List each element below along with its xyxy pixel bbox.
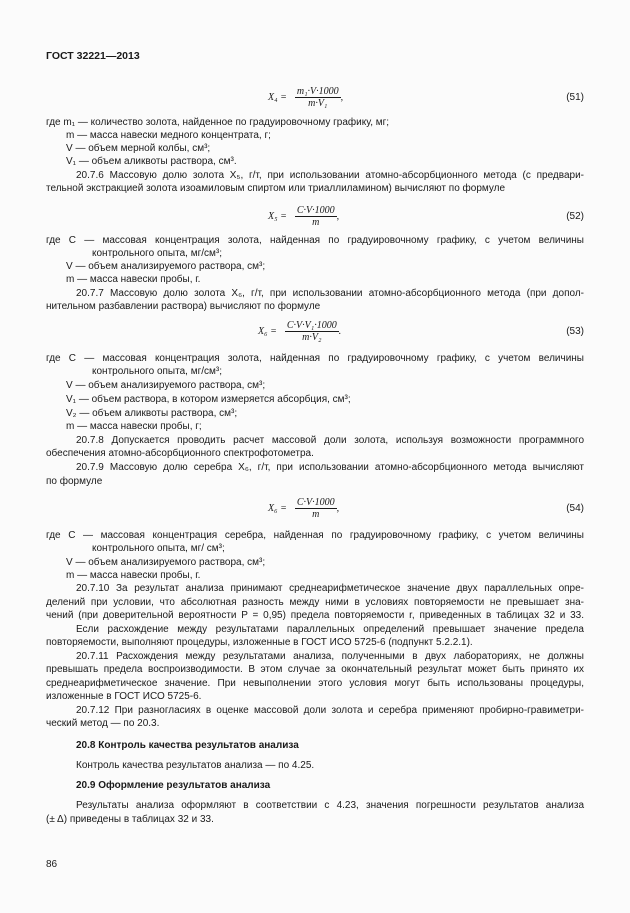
formula-denominator: m·V₂ — [302, 332, 322, 343]
definition-line: V₂ — объем аликвоты раствора, см³; — [66, 408, 238, 419]
page-number: 86 — [46, 859, 58, 870]
section-text: Результаты анализа оформляют в соответствии с 4.23, значения погрешности результатов анализа — [76, 800, 584, 811]
formula-tail: , — [336, 502, 340, 514]
formula-51 — [46, 86, 584, 110]
section-text: (± Δ) приведены в таблицах 32 и 33. — [46, 814, 214, 825]
equation-number: (54) — [566, 503, 584, 514]
definition-line: контрольного опыта, мг/см³; — [92, 248, 222, 259]
definition-line: V — объем анализируемого раствора, см³; — [66, 380, 266, 391]
formula-53 — [46, 320, 584, 344]
formula-numerator: m₁·V·1000 — [296, 86, 339, 97]
equation-number: (51) — [566, 92, 584, 103]
paragraph-line: 20.7.6 Массовую долю золота X₅, г/т, при использовании атомно-абсорбционного метода (с предвари- — [76, 170, 584, 181]
definition-line: m — масса навески пробы, г. — [66, 274, 201, 285]
definition-line: V — объем анализируемого раствора, см³; — [66, 557, 266, 568]
formula-lhs: X₅ = — [268, 210, 287, 222]
definition-line: V₁ — объем аликвоты раствора, см³. — [66, 156, 237, 167]
equation-number: (53) — [566, 326, 584, 337]
formula-lhs: X₄ = — [268, 91, 287, 103]
definition-line: где C — массовая концентрация золота, найденная по градуировочному графику, с учетом величины — [46, 235, 584, 246]
formula-denominator: m — [312, 509, 320, 520]
paragraph-line: чений (при доверительной вероятности P = 0,95) предела повторяемости r, приведенных в таблицах 32 и 33. — [46, 610, 584, 621]
formula-denominator: m — [312, 217, 320, 228]
section-text: Контроль качества результатов анализа — по 4.25. — [76, 760, 315, 771]
definition-line: V₁ — объем раствора, в котором измеряется абсорбция, см³; — [66, 394, 351, 405]
equation-number: (52) — [566, 211, 584, 222]
formula-tail: . — [338, 325, 342, 337]
paragraph-line: 20.7.9 Массовую долю серебра X₆, г/т, при использовании атомно-абсорбционного метода вычисляют — [76, 462, 584, 473]
paragraph-line: превышать предела воспроизводимости. В этом случае за окончательный результат может быть принято их — [46, 664, 584, 675]
paragraph-line: 20.7.11 Расхождения между результатами анализа, полученными в двух лабораториях, не должны — [76, 651, 584, 662]
formula-tail: , — [340, 91, 344, 103]
paragraph-line: изложенные в ГОСТ ИСО 5725-6. — [46, 691, 202, 702]
definition-line: где C — массовая концентрация золота, найденная по градуировочному графику, с учетом величины — [46, 353, 584, 364]
paragraph-line: нительном разбавлении раствора) вычисляют по формуле — [46, 301, 321, 312]
definition-line: контрольного опыта, мг/ см³; — [92, 543, 225, 554]
formula-lhs: X₆ = — [258, 325, 277, 337]
definition-line: V — объем мерной колбы, см³; — [66, 143, 211, 154]
definition-line: V — объем анализируемого раствора, см³; — [66, 261, 266, 272]
paragraph-line: делений при условии, что абсолютная разность между ними в условиях повторяемости не превышает зна- — [46, 597, 584, 608]
paragraph-line: 20.7.7 Массовую долю золота X₆, г/т, при использовании атомно-абсорбционного метода (при допол- — [76, 288, 584, 299]
formula-denominator: m·V₁ — [308, 98, 328, 109]
paragraph-line: 20.7.10 За результат анализа принимают среднеарифметическое значение двух параллельных опре- — [76, 583, 584, 594]
section-title-20-9: 20.9 Оформление результатов анализа — [76, 780, 271, 791]
formula-tail: , — [336, 210, 340, 222]
formula-numerator: C·V·V₁·1000 — [286, 320, 337, 331]
definition-line: где C — массовая концентрация серебра, найденная по градуировочному графику, с учетом величины — [46, 530, 584, 541]
paragraph-line: среднеарифметическое значение. При невыполнении этого условия могут быть использованы процедуры, — [46, 678, 584, 689]
formula-lhs: X₆ = — [268, 502, 287, 514]
paragraph-line: повторяемости, выполняют процедуры, изложенные в ГОСТ ИСО 5725-6 (подпункт 5.2.2.1). — [46, 637, 473, 648]
section-title-20-8: 20.8 Контроль качества результатов анализа — [76, 740, 299, 751]
definition-line: m — масса навески пробы, г; — [66, 421, 202, 432]
definition-line: m — масса навески медного концентрата, г; — [66, 130, 271, 141]
formula-numerator: C·V·1000 — [296, 205, 335, 216]
document-page — [46, 0, 584, 913]
paragraph-line: 20.7.12 При разногласиях в оценке массовой доли золота и серебра применяют пробирно-гравиметри- — [76, 705, 584, 716]
paragraph-line: по формуле — [46, 476, 103, 487]
definition-line: m — масса навески пробы, г. — [66, 570, 201, 581]
paragraph-line: обеспечения атомно-абсорбционного спектрофотометра. — [46, 448, 314, 459]
definition-line: контрольного опыта, мг/см³; — [92, 366, 222, 377]
document-header: ГОСТ 32221—2013 — [46, 50, 140, 62]
formula-54 — [46, 497, 584, 521]
paragraph-line: Если расхождение между результатами параллельных определений превышает значение предела — [76, 624, 584, 635]
paragraph-line: тельной экстракцией золота изоамиловым спиртом или триаллиламином) вычисляют по формуле — [46, 183, 506, 194]
formula-numerator: C·V·1000 — [296, 497, 335, 508]
paragraph-line: 20.7.8 Допускается проводить расчет массовой доли золота, используя возможности программного — [76, 435, 584, 446]
paragraph-line: ческий метод — по 20.3. — [46, 718, 160, 729]
formula-52 — [46, 205, 584, 229]
definition-line: где m₁ — количество золота, найденное по градуировочному графику, мг; — [46, 117, 390, 128]
